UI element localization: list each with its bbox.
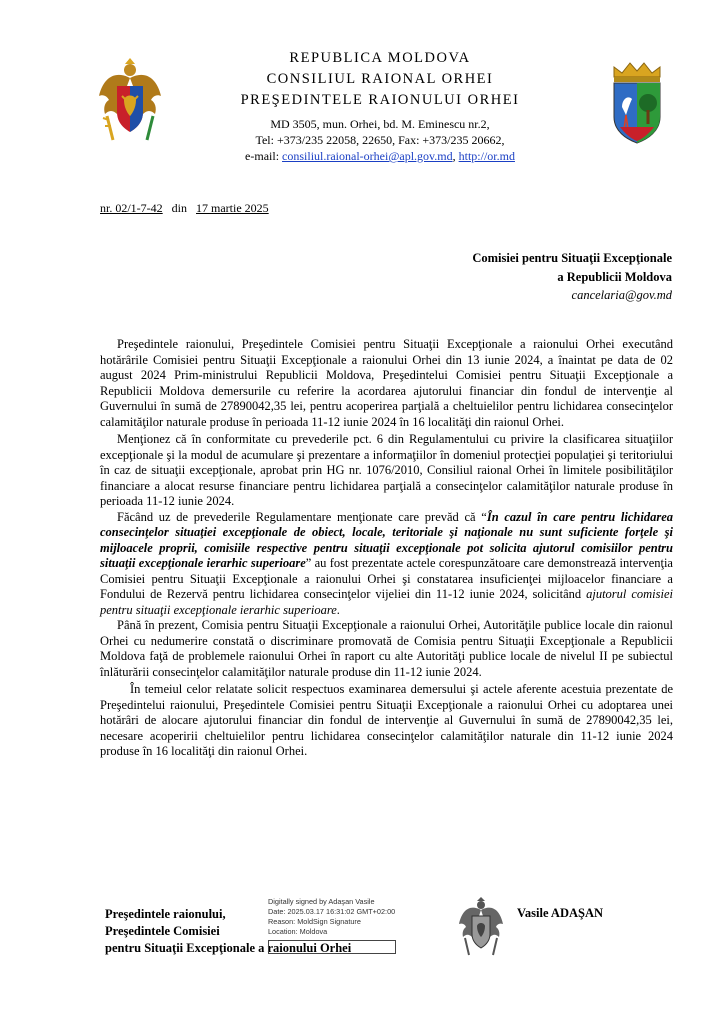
contact-separator: , (452, 149, 456, 163)
paragraph-2: Menţionez că în conformitate cu prevederile pct. 6 din Regulamentului cu privire la clasificarea situaţiilor excepţionale şi la modul de acumulare şi prezentare a informaţiilor în domeniul protecţiei populaţiei şi teritoriului în caz de situaţii excepţionale, aprobat prin HG nr. 1076/2010, Consiliul raional Orhei în limitele posibilităţilor financiare a alocat resurse financiare pentru lichidarea parţială a consecinţelor calamităţilor naturale produse în perioada 11-12 iunie 2024. (100, 432, 673, 508)
signature-title-line2: Preşedintele Comisiei (105, 924, 220, 938)
paragraph-1: Preşedintele raionului, Preşedintele Comisiei pentru Situaţii Excepţionale a raionului Orhei executând hotărârile Comisiei pentru Situaţii Excepţionale a raionului Orhei din 13 iunie 2024, a înaintat pe data de 02 august 2024 Prim-ministrului Republicii Moldova, Preşedintelui Comisiei pentru Situaţii Excepţionale a Republicii Moldova demersurile cu referire la acordarea ajutorului financiar din fondul de intervenţie al Guvernului în sumă de 27890042,35 lei, pentru acoperirea parţială a cheltuielilor pentru lichidarea consecinţelor calamităţilor naturale produse în perioada 11-12 iunie 2024 în 16 localităţi din raionul Orhei. (100, 337, 673, 429)
reference-line (100, 201, 269, 216)
header-line-council: CONSILIUL RAIONAL ORHEI (266, 71, 494, 87)
header-address: MD 3505, mun. Orhei, bd. M. Eminescu nr.2, (270, 117, 490, 131)
stamp-frame (268, 940, 396, 954)
stamp-location: Location: Moldova (268, 927, 328, 936)
reference-date: 17 martie 2025 (196, 201, 269, 215)
orhei-coat-of-arms-icon (608, 55, 666, 145)
stamp-reason: Reason: MoldSign Signature (268, 917, 361, 926)
stamp-signed-by: Digitally signed by Adaşan Vasile (268, 897, 375, 906)
signature-title-line1: Preşedintele raionului, (105, 907, 226, 921)
header-line-president: PREŞEDINTELE RAIONULUI ORHEI (240, 92, 520, 108)
moldova-coat-of-arms-small-icon (456, 896, 506, 958)
signature-title-line3: pentru Situaţii Excepţionale a raionului Orhei (105, 941, 352, 955)
email-label: e-mail: (245, 149, 280, 163)
paragraph-3-italic: ajutorul comisiei pentru situaţii excepţionale ierarhic superioare (100, 587, 673, 617)
signatory-name: Vasile ADAŞAN (517, 906, 604, 920)
header-line-country: REPUBLICA MOLDOVA (289, 50, 471, 66)
reference-number: nr. 02/1-7-42 (100, 201, 163, 215)
recipient-line1: Comisiei pentru Situaţii Excepţionale (472, 251, 672, 265)
paragraph-3 (100, 510, 673, 619)
recipient-block (472, 249, 672, 305)
reference-din: din (171, 201, 188, 215)
letter-body (100, 337, 673, 760)
paragraph-4: Până în prezent, Comisia pentru Situaţii Excepţionale a raionului Orhei, Autorităţile publice locale din raionul Orhei cu nedumerire constată o discriminare promovată de Comisia pentru Situaţii Excepţionale a Republicii Moldova faţă de problemele raionului Orhei în raport cu alte Autorităţi publice locale de nivelul II pe subiectul înlăturării consecinţelor calamităţilor naturale produse din 11-12 iunie 2024. (100, 618, 673, 679)
paragraph-3-part-b: ” au fost prezentate actele corespunzătoare care demonstrează intervenţia Comisiei pentru Situaţii Excepţionale a raionului Orhei şi constatarea insuficienţei mijloacelor financiare a Fondului de Rezervă pentru lichidarea consecinţelor vijeliei din 11-12 iunie 2024, solicitând (100, 556, 673, 601)
stamp-date: Date: 2025.03.17 16:31:02 GMT+02:00 (268, 907, 396, 916)
paragraph-3-end: . (336, 602, 340, 617)
paragraph-3-part-a: Făcând uz de prevederile Regulamentare menţionate care prevăd că “ (117, 509, 487, 524)
recipient-line2: a Republicii Moldova (557, 269, 672, 284)
header-phones: Tel: +373/235 22058, 22650, Fax: +373/235 20662, (255, 133, 505, 147)
header-website-link[interactable]: http://or.md (458, 149, 515, 163)
digital-signature-stamp (268, 897, 396, 937)
header-email-link[interactable]: consiliul.raional-orhei@apl.gov.md (282, 149, 453, 163)
paragraph-3-quote: În cazul în care pentru lichidarea consecinţelor situaţiei excepţionale de obiect, locale, teritoriale şi naţionale nu sunt suficiente forţele şi mijloacele proprii, comisiile respective pentru situaţii excepţionale pot solicita ajutorul comisiilor pentru situaţii excepţionale ierarhic superioare (100, 509, 673, 570)
header-contacts (150, 149, 610, 164)
paragraph-5: În temeiul celor relatate solicit respectuos examinarea demersului şi actele aferente acestuia prezentate de Preşedintelui raionului, Preşedintele Comisiei pentru Situaţii Excepţionale a raionului Orhei cu adoptarea unei hotărâri de alocare ajutorului financiar din fondul de intervenţie al Guvernului în sumă de 27890042,35 lei, necesare acoperirii cheltuielilor pentru lichidarea consecinţelor calamităţilor naturale din 11-12 iunie 2024 produse în 16 localităţi din raionul Orhei. (100, 682, 673, 758)
recipient-email: cancelaria@gov.md (571, 288, 672, 302)
